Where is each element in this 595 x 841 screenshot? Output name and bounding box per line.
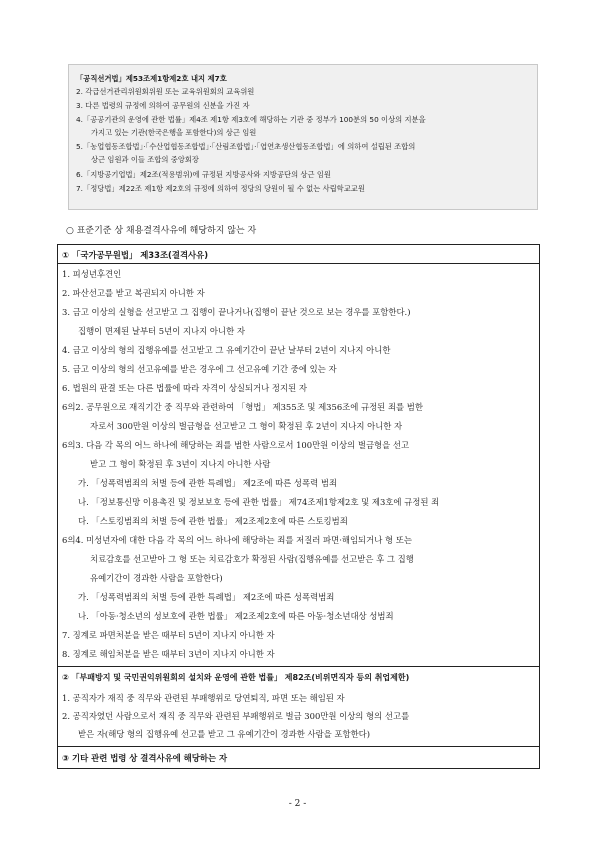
criteria-subitem: 나. 「아동·청소년의 성보호에 관한 법률」 제2조제2호에 따른 아동·청소년대상 성범죄 — [78, 611, 394, 621]
criteria-item: 2. 공직자였던 사람으로서 재직 중 직무와 관련된 부패행위로 벌금 300만원 이상의 형의 선고를 — [62, 711, 410, 721]
criteria-subitem: 가. 「성폭력범죄의 처벌 등에 관한 특례법」 제2조에 따른 성폭력범죄 — [78, 592, 335, 602]
criteria-item: 7. 징계로 파면처분을 받은 때부터 5년이 지나지 아니한 자 — [62, 630, 275, 640]
criteria-subitem: 가. 「성폭력범죄의 처벌 등에 관한 특례법」 제2조에 따른 성폭력 범죄 — [78, 478, 338, 488]
criteria-item-continued: 받고 그 형이 확정된 후 3년이 지나지 아니한 사람 — [90, 459, 271, 469]
criteria-item: 1. 공직자가 재직 중 직무와 관련된 부패행위로 당연퇴직, 파면 또는 해임된 자 — [62, 693, 345, 703]
divider — [58, 666, 539, 667]
criteria-subitem: 다. 「스토킹범죄의 처벌 등에 관한 법률」 제2조제2호에 따른 스토킹범죄 — [78, 516, 348, 526]
criteria-item: 6의3. 다음 각 목의 어느 하나에 해당하는 죄를 범한 사람으로서 100만원 이상의 벌금형을 선고 — [62, 440, 410, 450]
reference-item: 5.「농업협동조합법」·「수산업협동조합법」·「산림조합법」·「엽연초생산협동조합법」에 의하여 설립된 조합의 — [76, 142, 416, 151]
divider — [58, 746, 539, 747]
section-3-title: ③ 기타 관련 법령 상 결격사유에 해당하는 자 — [62, 753, 228, 763]
reference-heading: 「공직선거법」제53조제1항제2호 내지 제7호 — [76, 74, 227, 83]
divider — [58, 263, 539, 264]
criteria-item-continued: 집행이 면제된 날부터 5년이 지나지 아니한 자 — [78, 326, 245, 336]
criteria-item: 8. 징계로 해임처분을 받은 때부터 3년이 지나지 아니한 자 — [62, 649, 275, 659]
reference-item: 7.「정당법」제22조 제1항 제2호의 규정에 의하여 정당의 당원이 될 수 없는 사립학교교원 — [76, 184, 365, 193]
criteria-item: 1. 피성년후견인 — [62, 269, 122, 279]
criteria-item: 5. 금고 이상의 형의 선고유예를 받은 경우에 그 선고유예 기간 중에 있는 자 — [62, 364, 337, 374]
page-number: - 2 - — [288, 799, 307, 809]
standard-criteria-bullet: ○ 표준기준 상 채용결격사유에 해당하지 않는 자 — [66, 226, 257, 236]
reference-item-continued: 가지고 있는 기관(한국은행을 포함한다)의 상근 임원 — [91, 128, 257, 137]
reference-item: 3. 다른 법령의 규정에 의하여 공무원의 신분을 가진 자 — [76, 101, 250, 110]
criteria-item-continued: 치료감호를 선고받아 그 형 또는 치료감호가 확정된 사람(집행유예를 선고받은 후 그 집행 — [90, 554, 414, 564]
criteria-item-continued: 유예기간이 경과한 사람을 포함한다) — [90, 573, 223, 583]
section-1-title: ① 「국가공무원법」 제33조(결격사유) — [62, 250, 209, 260]
criteria-subitem: 나. 「정보통신망 이용촉진 및 정보보호 등에 관한 법률」 제74조제1항제2호 및 제3호에 규정된 죄 — [78, 497, 440, 507]
criteria-item-continued: 받은 자(해당 형의 집행유예 선고를 받고 그 유예기간이 경과한 사람을 포함한다) — [78, 729, 371, 739]
criteria-item-continued: 자로서 300만원 이상의 벌금형을 선고받고 그 형이 확정된 후 2년이 지나지 아니한 자 — [90, 421, 403, 431]
criteria-item: 6의4. 미성년자에 대한 다음 각 목의 어느 하나에 해당하는 죄를 저질러 파면·해임되거나 형 또는 — [62, 535, 412, 545]
reference-item-continued: 상근 임원과 이들 조합의 중앙회장 — [91, 155, 199, 164]
criteria-item: 4. 금고 이상의 형의 집행유예를 선고받고 그 유예기간이 끝난 날부터 2년이 지나지 아니한 — [62, 345, 391, 355]
reference-item: 4.「공공기관의 운영에 관한 법률」제4조 제1항 제3호에 해당하는 기관 중 정부가 100분의 50 이상의 지분을 — [76, 115, 426, 124]
criteria-item: 6. 법원의 판결 또는 다른 법률에 따라 자격이 상실되거나 정지된 자 — [62, 383, 307, 393]
criteria-item: 2. 파산선고를 받고 복권되지 아니한 자 — [62, 288, 205, 298]
reference-item: 6.「지방공기업법」제2조(적용범위)에 규정된 지방공사와 지방공단의 상근 임원 — [76, 170, 331, 179]
disqualification-reference-box — [68, 64, 538, 210]
reference-item: 2. 각급선거관리위원회위원 또는 교육위원회의 교육위원 — [76, 87, 255, 96]
criteria-item: 6의2. 공무원으로 재직기간 중 직무와 관련하여 「형법」 제355조 및 제356조에 규정된 죄를 범한 — [62, 402, 423, 412]
criteria-item: 3. 금고 이상의 실형을 선고받고 그 집행이 끝나거나(집행이 끝난 것으로 보는 경우를 포함한다.) — [62, 307, 411, 317]
section-2-title: ② 「부패방지 및 국민권익위원회의 설치와 운영에 관한 법률」 제82조(비위면직자 등의 취업제한) — [62, 673, 410, 682]
disqualification-criteria-box — [57, 244, 540, 769]
